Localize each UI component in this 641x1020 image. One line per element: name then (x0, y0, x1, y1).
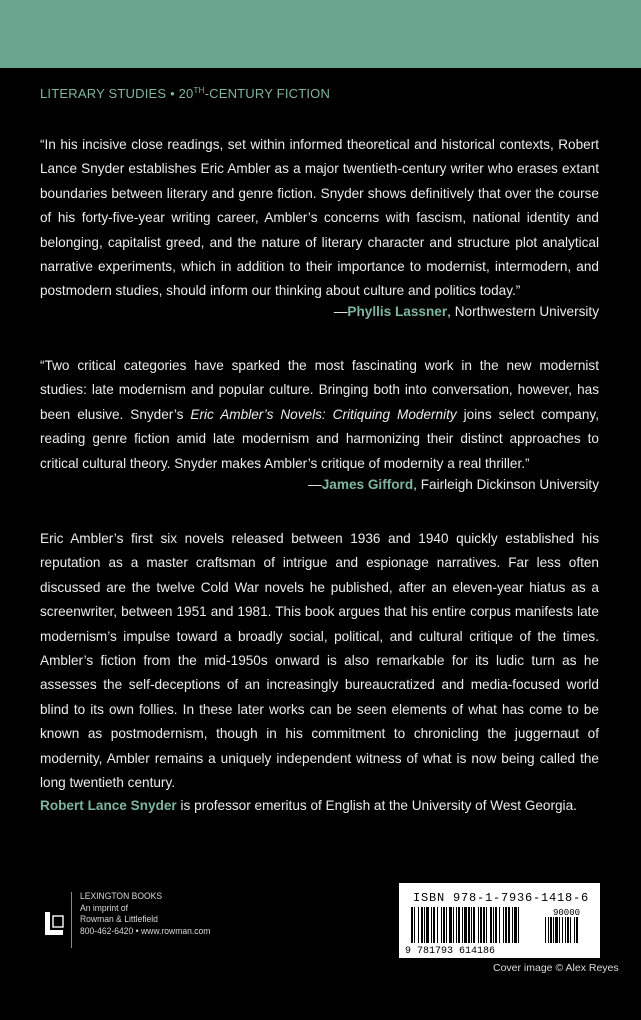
review-quote-2: “Two critical categories have sparked the most fascinating work in the new modernist studies: late modernism and popular culture. Bringing both into conversation, however, has been elusive. Snyder’s Eric Ambler’s Novels: Critiquing Modernity joins select company, reading genre fiction amid late modernism and harmonizing their distinct approaches to critical cultural theory. Snyder makes Ambler’s critique of modernity a real thriller.” (40, 358, 599, 471)
barcode-bar (411, 907, 413, 943)
cover-image-credit: Cover image © Alex Reyes (493, 962, 619, 974)
barcode-bar (471, 907, 472, 943)
addon-bar (567, 917, 569, 943)
category-label: LITERARY STUDIES • 20TH-CENTURY FICTION (40, 86, 331, 101)
barcode-bar (449, 907, 452, 943)
barcode-bar (490, 907, 492, 943)
barcode-digits: 9 781793 614186 (405, 946, 496, 955)
addon-bar (565, 917, 566, 943)
barcode-bar (456, 907, 457, 943)
author-bio: Robert Lance Snyder is professor emeritus of English at the University of West Georgia. (40, 798, 577, 813)
barcode-bar (495, 907, 497, 943)
barcode-bar (468, 907, 470, 943)
barcode-bar (499, 907, 500, 943)
barcode-bar (453, 907, 454, 943)
barcode-bar (505, 907, 507, 943)
addon-bar (570, 917, 571, 943)
barcode-graphic (405, 907, 595, 955)
book-title-italic: Eric Ambler’s Novels: Critiquing Modernity (190, 406, 457, 422)
barcode-bar (443, 907, 445, 943)
barcode-bar (437, 907, 438, 943)
publisher-name: LEXINGTON BOOKS (80, 891, 163, 902)
barcode-bar (421, 907, 423, 943)
barcode-bar (446, 907, 447, 943)
barcode-bar (458, 907, 460, 943)
publisher-contact: 800-462-6420 • www.rowman.com (80, 925, 211, 937)
barcode-bar (503, 907, 504, 943)
barcode-bar (508, 907, 510, 943)
price-code: 90000 (553, 908, 581, 918)
review-quote-1: “In his incisive close readings, set within informed theoretical and historical contexts, Robert Lance Snyder establishes Eric Ambler as a major twentieth-century writer who erases extant boundaries between literary and genre fiction. Snyder shows definitively that over the course of his forty-five-year writing career, Ambler’s concerns with fascism, national identity and belonging, capitalist greed, and the nature of literary character and structure plot analytical narrative experiments, which in addition to their importance to modernist, intermodern, and postmodern studies, should inform our thinking about culture and politics today.” (40, 137, 599, 299)
barcode-bar (514, 907, 517, 943)
publisher-logo-icon (44, 912, 64, 936)
barcode-bar (462, 907, 463, 943)
barcode-bar (414, 907, 415, 943)
publisher-divider (71, 892, 72, 948)
isbn-barcode (399, 883, 600, 958)
barcode-bar (433, 907, 435, 943)
barcode-bar (478, 907, 479, 943)
quote-1-attribution: —Phyllis Lassner, Northwestern University (333, 304, 599, 319)
barcode-bar (418, 907, 419, 943)
barcode-bar (431, 907, 432, 943)
addon-bar (553, 917, 554, 943)
author-name: Robert Lance Snyder (40, 798, 177, 813)
barcode-bar (486, 907, 487, 943)
isbn-label: ISBN 978-1-7936-1418-6 (413, 891, 590, 905)
quote-1-author: Phyllis Lassner (347, 304, 448, 319)
barcode-bar (480, 907, 482, 943)
addon-bar (559, 917, 560, 943)
publisher-parent: Rowman & Littlefield (80, 914, 158, 925)
top-color-band (0, 0, 641, 68)
addon-bar (574, 917, 575, 943)
addon-bar (576, 917, 578, 943)
barcode-bar (493, 907, 494, 943)
addon-bar (548, 917, 549, 943)
barcode-bar (518, 907, 519, 943)
quote-1-affiliation: , Northwestern University (447, 304, 599, 319)
barcode-bar (424, 907, 425, 943)
quote-2-attribution: —James Gifford, Fairleigh Dickinson University (308, 477, 599, 492)
barcode-bar (473, 907, 475, 943)
addon-bar (562, 917, 563, 943)
publisher-imprint: An imprint of (80, 902, 128, 914)
book-description: Eric Ambler’s first six novels released between 1936 and 1940 quickly established his reputation as a master craftsman of intrigue and espionage narratives. Far less often discussed are the twelve Cold War novels he published, after an eleven-year hiatus as a screenwriter, between 1951 and 1981. This book argues that his entire corpus manifests late modernism’s impulse toward a broadly social, political, and cultural critique of the times. Ambler’s fiction from the mid-1950s onward is also remarkable for its ludic turn as he assesses the self-deceptions of an increasingly bureaucratized and media-focused world blind to its own follies. In these later works can be seen elements of what has come to be known as postmodernism, though in his commitment to chronicling the juggernaut of modernity, Ambler remains a uniquely independent witness of what is now being called the long twentieth century. (40, 531, 599, 791)
quote-2-affiliation: , Fairleigh Dickinson University (413, 477, 599, 492)
barcode-bar (464, 907, 467, 943)
addon-bar (545, 917, 546, 943)
addon-bar (555, 917, 558, 943)
barcode-bar (483, 907, 485, 943)
barcode-bar (441, 907, 442, 943)
publisher-info (80, 891, 210, 937)
barcode-bar (512, 907, 513, 943)
addon-bar (550, 917, 552, 943)
quote-2-author: James Gifford (321, 477, 414, 492)
barcode-bar (426, 907, 429, 943)
